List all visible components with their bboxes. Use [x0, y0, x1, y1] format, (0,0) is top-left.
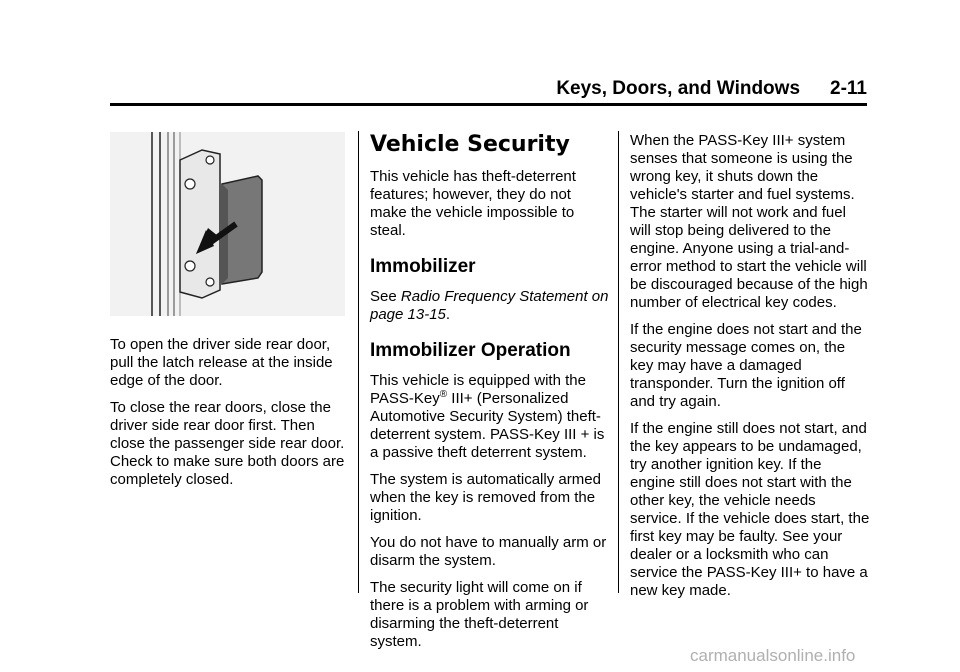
column-1 — [110, 132, 348, 498]
vehicle-security-heading: Vehicle Security — [370, 132, 570, 157]
door-latch-image — [110, 132, 345, 316]
close-rear-doors-text: To close the rear doors, close the driver side rear door first. Then close the passenger side rear door. Check to make sure both doors are completely closed. — [110, 399, 345, 488]
immobilizer-heading: Immobilizer — [370, 256, 476, 277]
section-title: Keys, Doors, and Windows — [556, 78, 801, 99]
pass-key-description: This vehicle is equipped with the PASS-Key® III+ (Personalized Automotive Security System) theft-deterrent system. PASS-Key III + is a passive theft deterrent system. — [370, 372, 605, 461]
wrong-key-text: When the PASS-Key III+ system senses that someone is using the wrong key, it shuts down the vehicle's starter and fuel systems. The starter will not work and fuel will stop being delivered to the engine. Anyone using a trial-and-error method to start the vehicle will be discouraged because of the high number of electrical key codes. — [630, 132, 868, 311]
immobilizer-see-reference: See Radio Frequency Statement on page 13-15. — [370, 288, 609, 323]
page-header — [110, 78, 867, 100]
door-latch-illustration — [110, 132, 345, 316]
damaged-transponder-text: If the engine does not start and the security message comes on, the key may have a damaged transponder. Turn the ignition off and try again. — [630, 321, 862, 410]
security-light-text: The security light will come on if there is a problem with arming or disarming the theft-deterrent system. — [370, 579, 589, 650]
column-2 — [370, 132, 610, 660]
header-rule — [110, 103, 867, 106]
column-divider — [358, 131, 359, 593]
auto-armed-text: The system is automatically armed when the key is removed from the ignition. — [370, 471, 601, 524]
manual-arm-text: You do not have to manually arm or disarm the system. — [370, 534, 607, 569]
radio-frequency-link[interactable]: Radio Frequency Statement on page 13-15 — [370, 288, 609, 323]
column-divider — [618, 131, 619, 593]
open-rear-door-text: To open the driver side rear door, pull the latch release at the inside edge of the door. — [110, 336, 333, 389]
vehicle-security-intro: This vehicle has theft-deterrent features; however, they do not make the vehicle impossible to steal. — [370, 168, 576, 239]
page-number: 2-11 — [830, 78, 867, 99]
immobilizer-operation-heading: Immobilizer Operation — [370, 340, 571, 361]
another-key-text: If the engine still does not start, and the key appears to be undamaged, try another ignition key. If the engine still does not start with the other key, the vehicle needs service. If the vehicle does start, the first key may be faulty. See your dealer or a locksmith who can service the PASS-Key III+ to have a new key made. — [630, 420, 870, 599]
watermark: carmanualsonline.info — [690, 646, 856, 665]
column-3 — [630, 132, 870, 609]
